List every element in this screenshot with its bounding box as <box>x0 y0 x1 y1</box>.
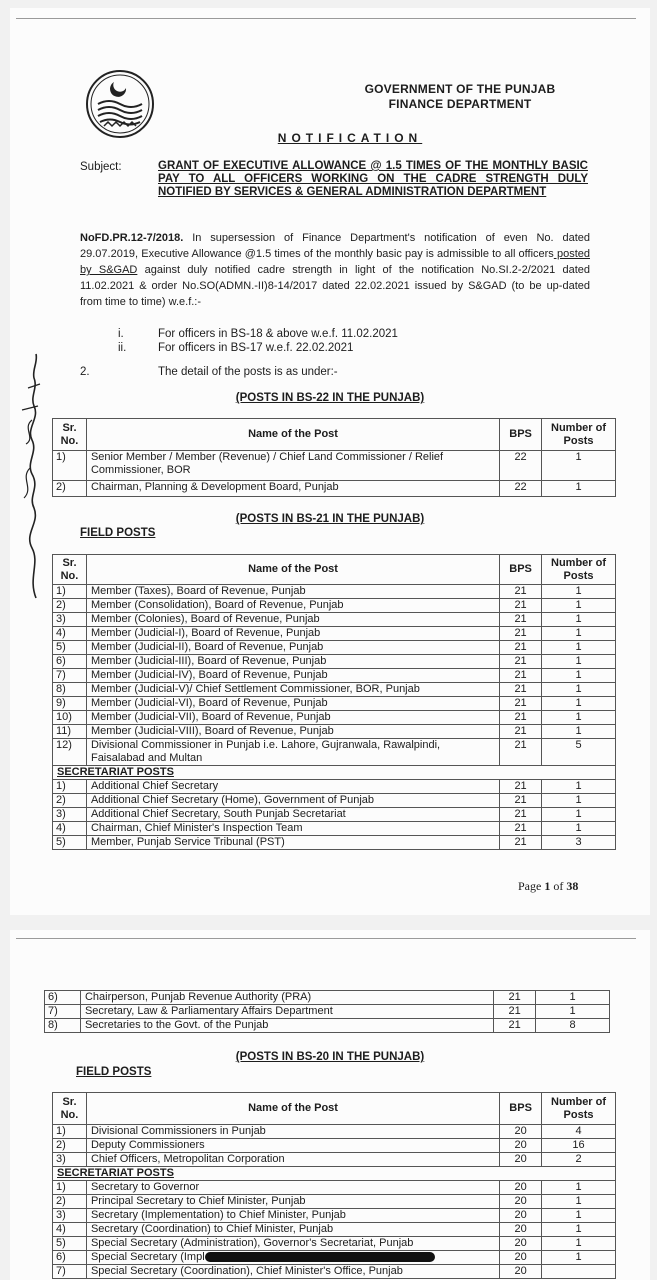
cell-post-name: Chief Officers, Metropolitan Corporation <box>86 1153 499 1167</box>
section-title-bs20: (POSTS IN BS-20 IN THE PUNJAB) <box>235 1051 425 1063</box>
cell-bps: 21 <box>500 725 542 739</box>
table-row <box>53 1237 616 1251</box>
field-posts-label: FIELD POSTS <box>76 1066 152 1078</box>
table-bs20 <box>52 1092 616 1279</box>
cell-sr: 6) <box>53 655 87 669</box>
section-label-row <box>53 766 616 780</box>
cell-number: 2 <box>542 1153 616 1167</box>
cell-post-name: Divisional Commissioner in Punjab i.e. Lahore, Gujranwala, Rawalpindi, Faisalabad and Multan <box>86 739 499 766</box>
table-row <box>53 697 616 711</box>
cell-number: 1 <box>542 1251 616 1265</box>
table-row <box>53 836 616 850</box>
list-item-text: For officers in BS-17 w.e.f. 22.02.2021 <box>158 342 354 354</box>
cell-number: 1 <box>542 613 616 627</box>
cell-post-name: Member (Judicial-I), Board of Revenue, Punjab <box>86 627 499 641</box>
table-row <box>45 1019 610 1033</box>
cell-post-name: Secretary, Law & Parliamentary Affairs Department <box>80 1005 493 1019</box>
table-row <box>53 1195 616 1209</box>
cell-sr: 1) <box>53 1125 87 1139</box>
col-header-bps: BPS <box>500 419 542 451</box>
cell-number: 1 <box>542 1223 616 1237</box>
body-text-b: against duly notified cadre strength in light of the notification No.SI.2-2/2021 dated 11.02.2021 & order No.SO(ADMN.-II)8-14/2017 dated 22.02.2021 issued by S&GAD (to be up-dated from time to time) w.e.f.:- <box>80 264 590 308</box>
table-row <box>53 711 616 725</box>
col-header-name: Name of the Post <box>86 1093 499 1125</box>
cell-bps: 21 <box>500 627 542 641</box>
table-bs21 <box>52 554 616 850</box>
cell-post-name: Additional Chief Secretary, South Punjab Secretariat <box>86 808 499 822</box>
cell-sr: 1) <box>53 1181 87 1195</box>
cell-bps: 21 <box>500 808 542 822</box>
page-number-current: 1 <box>544 879 551 893</box>
col-header-name: Name of the Post <box>86 419 499 451</box>
cell-bps: 20 <box>500 1153 542 1167</box>
cell-post-name: Member (Judicial-VIII), Board of Revenue, Punjab <box>86 725 499 739</box>
cell-post-name: Member (Judicial-III), Board of Revenue, Punjab <box>86 655 499 669</box>
cell-sr: 1) <box>53 451 87 481</box>
field-posts-label: FIELD POSTS <box>80 527 156 539</box>
cell-number: 1 <box>536 1005 610 1019</box>
cell-sr: 8) <box>45 1019 81 1033</box>
section-title-bs21: (POSTS IN BS-21 IN THE PUNJAB) <box>235 513 425 525</box>
col-header-sr: Sr. No. <box>53 419 87 451</box>
secretariat-posts-label: SECRETARIAT POSTS <box>53 766 616 780</box>
cell-sr: 3) <box>53 808 87 822</box>
cell-post-name: Chairman, Planning & Development Board, Punjab <box>86 481 499 497</box>
cell-bps: 21 <box>494 1019 536 1033</box>
cell-number: 1 <box>542 641 616 655</box>
cell-bps: 21 <box>500 641 542 655</box>
list-item-num: i. <box>118 328 124 340</box>
table-row <box>53 613 616 627</box>
table-row <box>45 1005 610 1019</box>
table-row <box>53 451 616 481</box>
cell-bps: 20 <box>500 1251 542 1265</box>
cell-sr: 2) <box>53 599 87 613</box>
cell-number: 1 <box>542 655 616 669</box>
col-header-number: Number of Posts <box>542 1093 616 1125</box>
cell-post-name <box>86 1251 499 1265</box>
cell-bps: 20 <box>500 1195 542 1209</box>
cell-number <box>542 1265 616 1279</box>
cell-post-name: Secretary (Implementation) to Chief Minister, Punjab <box>86 1209 499 1223</box>
cell-sr: 10) <box>53 711 87 725</box>
col-header-sr: Sr. No. <box>53 1093 87 1125</box>
cell-post-name: Special Secretary (Coordination), Chief Minister's Office, Punjab <box>86 1265 499 1279</box>
cell-bps: 21 <box>500 836 542 850</box>
cell-number: 16 <box>542 1139 616 1153</box>
cell-sr: 2) <box>53 1195 87 1209</box>
table-row <box>53 585 616 599</box>
table-row <box>53 1265 616 1279</box>
list-item-num: ii. <box>118 342 127 354</box>
cell-sr: 5) <box>53 836 87 850</box>
page-number-total: 38 <box>566 879 579 893</box>
cell-post-name: Chairperson, Punjab Revenue Authority (PRA) <box>80 991 493 1005</box>
table-row <box>53 808 616 822</box>
department-title: FINANCE DEPARTMENT <box>388 97 532 111</box>
notification-reference: NoFD.PR.12-7/2018. <box>80 232 184 244</box>
cell-number: 1 <box>542 780 616 794</box>
cell-number: 1 <box>536 991 610 1005</box>
cell-bps: 21 <box>500 613 542 627</box>
cell-post-name: Divisional Commissioners in Punjab <box>86 1125 499 1139</box>
cell-post-name: Member, Punjab Service Tribunal (PST) <box>86 836 499 850</box>
cell-number: 1 <box>542 1181 616 1195</box>
table-row <box>53 1125 616 1139</box>
cell-bps: 21 <box>500 822 542 836</box>
cell-number: 4 <box>542 1125 616 1139</box>
table-row <box>53 1181 616 1195</box>
col-header-bps: BPS <box>500 555 542 585</box>
cell-bps: 21 <box>500 585 542 599</box>
cell-sr: 7) <box>45 1005 81 1019</box>
cell-number: 1 <box>542 599 616 613</box>
cell-sr: 5) <box>53 1237 87 1251</box>
cell-sr: 4) <box>53 1223 87 1237</box>
cell-sr: 1) <box>53 585 87 599</box>
cell-number: 1 <box>542 1237 616 1251</box>
cell-post-name: Secretaries to the Govt. of the Punjab <box>80 1019 493 1033</box>
cell-number: 3 <box>542 836 616 850</box>
list-item-text: For officers in BS-18 & above w.e.f. 11.02.2021 <box>158 328 398 340</box>
scan-edge-line <box>16 18 636 19</box>
cell-post-name: Member (Judicial-II), Board of Revenue, Punjab <box>86 641 499 655</box>
cell-bps: 22 <box>500 481 542 497</box>
secretariat-posts-label: SECRETARIAT POSTS <box>53 1167 616 1181</box>
cell-post-name: Senior Member / Member (Revenue) / Chief Land Commissioner / Relief Commissioner, BOR <box>86 451 499 481</box>
cell-post-name: Secretary to Governor <box>86 1181 499 1195</box>
cell-sr: 2) <box>53 481 87 497</box>
table-bs22 <box>52 418 616 497</box>
cell-bps: 21 <box>500 683 542 697</box>
col-header-number: Number of Posts <box>542 555 616 585</box>
cell-sr: 12) <box>53 739 87 766</box>
cell-post-name: Deputy Commissioners <box>86 1139 499 1153</box>
cell-sr: 2) <box>53 1139 87 1153</box>
table-row <box>53 481 616 497</box>
cell-number: 1 <box>542 711 616 725</box>
cell-post-name: Chairman, Chief Minister's Inspection Team <box>86 822 499 836</box>
col-header-number: Number of Posts <box>542 419 616 451</box>
cell-post-name-text: Special Secretary (Impl <box>90 1251 205 1263</box>
cell-post-name: Member (Judicial-VI), Board of Revenue, Punjab <box>86 697 499 711</box>
cell-number: 1 <box>542 725 616 739</box>
cell-bps: 21 <box>500 711 542 725</box>
subject-label: Subject: <box>80 161 122 173</box>
table-row <box>53 669 616 683</box>
cell-sr: 9) <box>53 697 87 711</box>
table-row <box>53 1139 616 1153</box>
table-row <box>45 991 610 1005</box>
cell-bps: 20 <box>500 1265 542 1279</box>
cell-sr: 4) <box>53 822 87 836</box>
cell-number: 1 <box>542 1209 616 1223</box>
page-number-of: of <box>550 879 567 893</box>
table-row <box>53 1251 616 1265</box>
cell-sr: 6) <box>53 1251 87 1265</box>
cell-number: 1 <box>542 585 616 599</box>
cell-sr: 11) <box>53 725 87 739</box>
cell-bps: 20 <box>500 1209 542 1223</box>
cell-post-name: Member (Taxes), Board of Revenue, Punjab <box>86 585 499 599</box>
table-row <box>53 739 616 766</box>
table-row <box>53 627 616 641</box>
cell-bps: 20 <box>500 1223 542 1237</box>
table-row <box>53 794 616 808</box>
paragraph-number: 2. <box>80 366 90 378</box>
table-row <box>53 683 616 697</box>
cell-number: 1 <box>542 669 616 683</box>
punjab-seal-logo <box>84 68 156 140</box>
page-number-prefix: Page <box>518 879 545 893</box>
col-header-name: Name of the Post <box>86 555 499 585</box>
cell-sr: 3) <box>53 613 87 627</box>
redaction-mark <box>205 1252 435 1262</box>
cell-post-name: Member (Consolidation), Board of Revenue, Punjab <box>86 599 499 613</box>
col-header-sr: Sr. No. <box>53 555 87 585</box>
table-row <box>53 1209 616 1223</box>
cell-post-name: Principal Secretary to Chief Minister, Punjab <box>86 1195 499 1209</box>
cell-post-name: Member (Judicial-IV), Board of Revenue, Punjab <box>86 669 499 683</box>
cell-number: 1 <box>542 481 616 497</box>
table-row <box>53 641 616 655</box>
cell-number: 1 <box>542 451 616 481</box>
cell-post-name: Member (Judicial-V)/ Chief Settlement Commissioner, BOR, Punjab <box>86 683 499 697</box>
cell-number: 1 <box>542 1195 616 1209</box>
cell-number: 1 <box>542 822 616 836</box>
table-row <box>53 1223 616 1237</box>
cell-bps: 21 <box>500 697 542 711</box>
document-page-2 <box>10 930 650 1280</box>
cell-number: 1 <box>542 794 616 808</box>
table-row <box>53 780 616 794</box>
table-row <box>53 822 616 836</box>
cell-sr: 5) <box>53 641 87 655</box>
cell-bps: 21 <box>500 655 542 669</box>
cell-bps: 21 <box>500 780 542 794</box>
cell-sr: 4) <box>53 627 87 641</box>
cell-bps: 20 <box>500 1125 542 1139</box>
table-row <box>53 725 616 739</box>
cell-bps: 21 <box>494 991 536 1005</box>
cell-post-name: Special Secretary (Administration), Governor's Secretariat, Punjab <box>86 1237 499 1251</box>
cell-sr: 3) <box>53 1153 87 1167</box>
table-row <box>53 1153 616 1167</box>
table-row <box>53 599 616 613</box>
cell-bps: 21 <box>500 794 542 808</box>
cell-bps: 21 <box>500 599 542 613</box>
cell-bps: 21 <box>494 1005 536 1019</box>
page-number <box>518 879 578 894</box>
cell-bps: 20 <box>500 1237 542 1251</box>
section-label-row <box>53 1167 616 1181</box>
government-header <box>310 82 610 112</box>
cell-sr: 2) <box>53 794 87 808</box>
col-header-bps: BPS <box>500 1093 542 1125</box>
cell-bps: 22 <box>500 451 542 481</box>
cell-sr: 6) <box>45 991 81 1005</box>
body-text-a: In supersession of Finance Department's notification of even No. dated 29.07.2019, Executive Allowance @1.5 times of the monthly basic pay is admissible to all officers <box>80 232 590 260</box>
cell-sr: 1) <box>53 780 87 794</box>
cell-post-name: Additional Chief Secretary <box>86 780 499 794</box>
cell-bps: 20 <box>500 1139 542 1153</box>
cell-bps: 21 <box>500 739 542 766</box>
government-title: GOVERNMENT OF THE PUNJAB <box>364 82 556 96</box>
cell-bps: 20 <box>500 1181 542 1195</box>
cell-post-name: Additional Chief Secretary (Home), Government of Punjab <box>86 794 499 808</box>
subject-text: GRANT OF EXECUTIVE ALLOWANCE @ 1.5 TIMES OF THE MONTHLY BASIC PAY TO ALL OFFICERS WORKING ON THE CADRE STRENGTH DULY NOTIFIED BY SERVICES & GENERAL ADMINISTRATION DEPARTMENT <box>158 160 588 198</box>
cell-number: 1 <box>542 683 616 697</box>
scan-edge-line <box>16 938 636 939</box>
notification-body <box>80 230 590 310</box>
table-row <box>53 655 616 669</box>
cell-sr: 8) <box>53 683 87 697</box>
cell-post-name: Member (Colonies), Board of Revenue, Punjab <box>86 613 499 627</box>
table-bs21-continued <box>44 990 610 1033</box>
cell-number: 5 <box>542 739 616 766</box>
body-text-underlined: posted by S&GAD <box>80 248 590 276</box>
cell-sr: 7) <box>53 669 87 683</box>
cell-number: 8 <box>536 1019 610 1033</box>
section-title-bs22: (POSTS IN BS-22 IN THE PUNJAB) <box>235 392 425 404</box>
cell-number: 1 <box>542 808 616 822</box>
cell-number: 1 <box>542 697 616 711</box>
cell-post-name: Secretary (Coordination) to Chief Minister, Punjab <box>86 1223 499 1237</box>
cell-sr: 3) <box>53 1209 87 1223</box>
cell-post-name: Member (Judicial-VII), Board of Revenue, Punjab <box>86 711 499 725</box>
handwritten-signature <box>10 348 50 608</box>
document-page-1 <box>10 8 650 915</box>
cell-number: 1 <box>542 627 616 641</box>
cell-bps: 21 <box>500 669 542 683</box>
cell-sr: 7) <box>53 1265 87 1279</box>
paragraph-text: The detail of the posts is as under:- <box>158 366 338 378</box>
notification-title: NOTIFICATION <box>277 131 423 145</box>
